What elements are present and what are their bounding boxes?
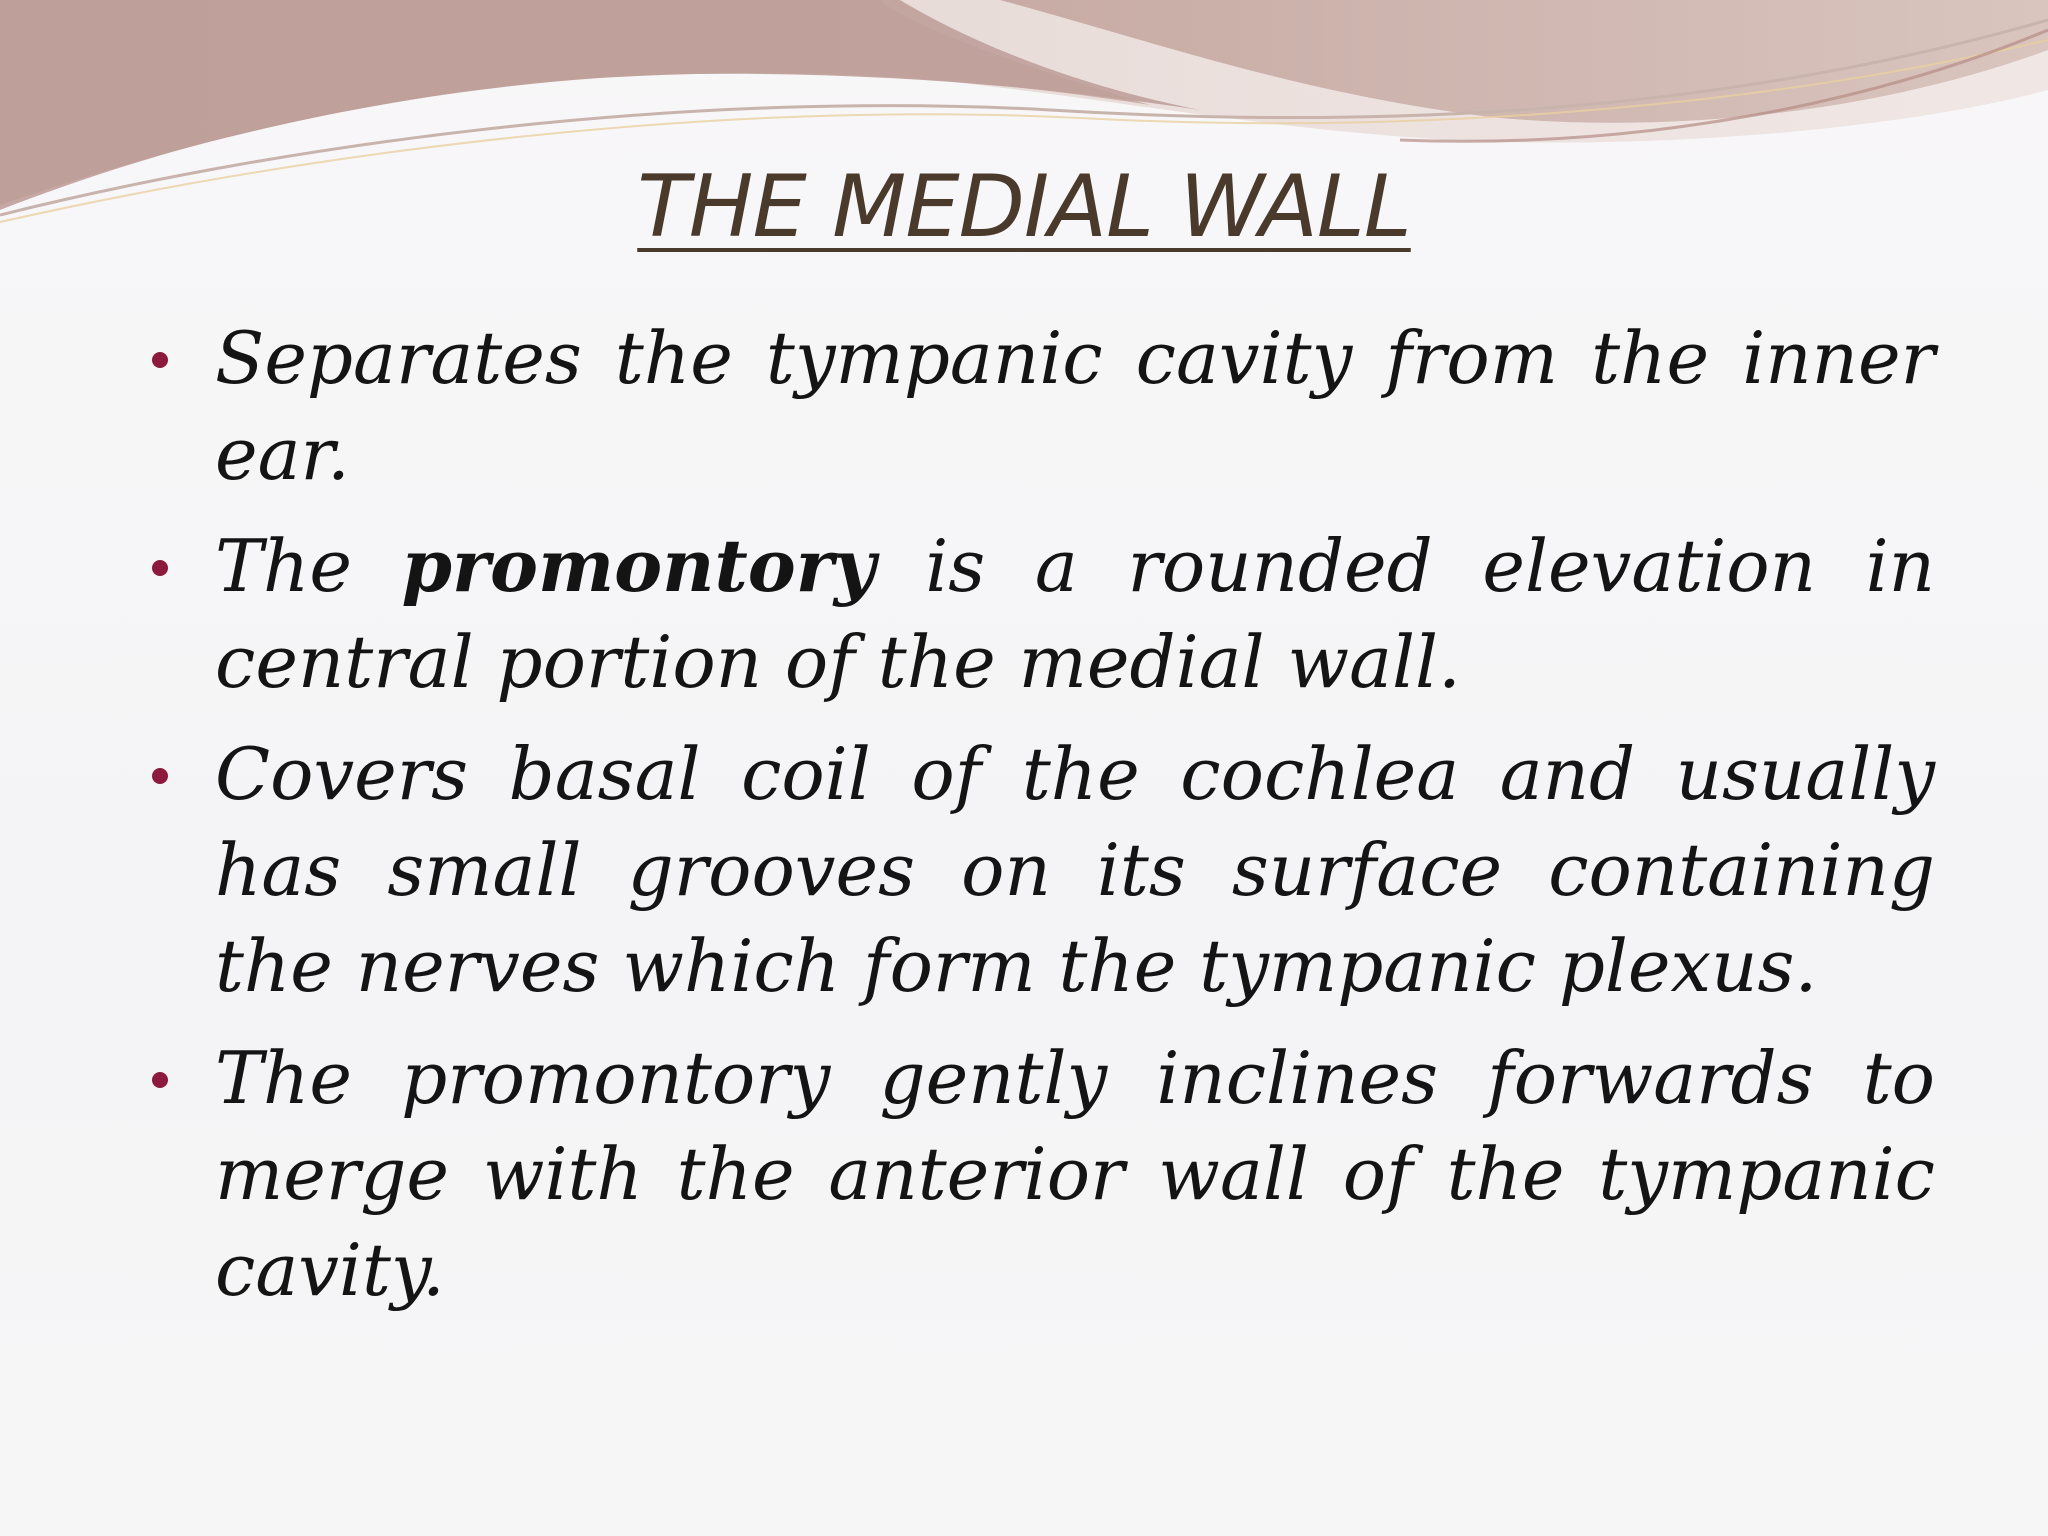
bullet-dot-icon bbox=[152, 560, 168, 576]
bullet-item bbox=[140, 310, 1935, 502]
bullet-list bbox=[140, 310, 1935, 1334]
bullet-dot-icon bbox=[152, 352, 168, 368]
bullet-item bbox=[140, 518, 1935, 710]
bullet-dot-icon bbox=[152, 1072, 168, 1088]
bullet-text: Separates the tympanic cavity from the inner ear. bbox=[215, 316, 1935, 496]
bullet-item bbox=[140, 1030, 1935, 1318]
bullet-bold-term: promontory bbox=[401, 523, 876, 608]
slide-title: THE MEDIAL WALL bbox=[637, 157, 1411, 257]
bullet-text-after: is a rounded elevation in central portion of the medial wall. bbox=[215, 524, 1936, 704]
bullet-text: The promontory gently inclines forwards to merge with the anterior wall of the tympanic cavity. bbox=[215, 1036, 1935, 1312]
bullet-text-before: The bbox=[215, 524, 402, 608]
bullet-text: Covers basal coil of the cochlea and usually has small grooves on its surface containing the nerves which form the tympanic plexus. bbox=[215, 732, 1935, 1008]
bullet-dot-icon bbox=[152, 768, 168, 784]
bullet-item bbox=[140, 726, 1935, 1014]
